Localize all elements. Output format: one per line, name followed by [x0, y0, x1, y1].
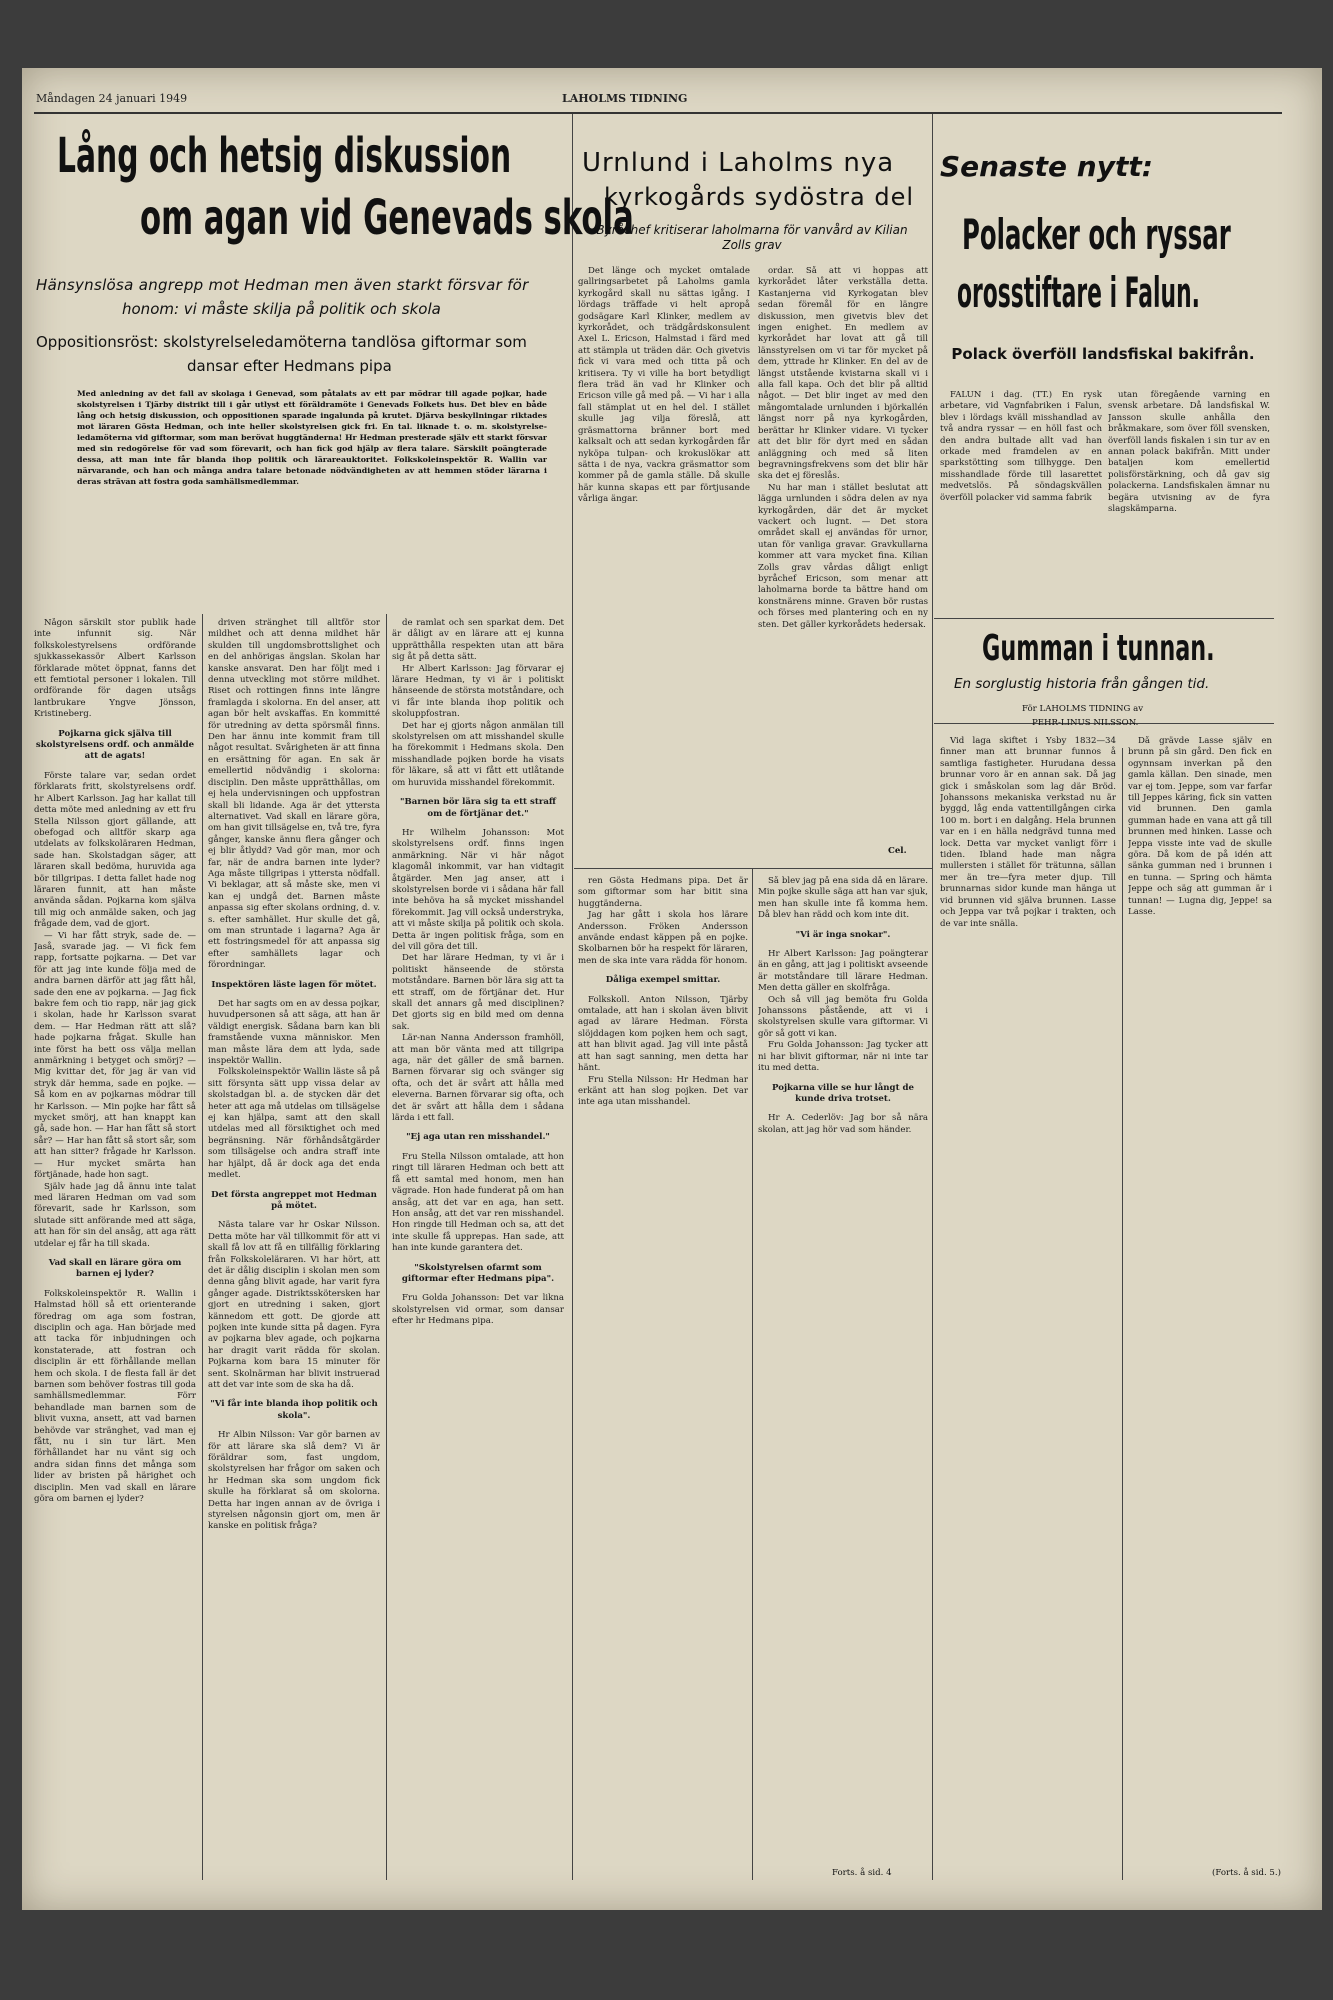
school-column-5 [578, 876, 748, 1886]
urnlund-signature: Cel. [888, 846, 907, 856]
subheading: "Barnen bör lära sig ta ett straff om de förtjänar det." [400, 797, 556, 819]
latest-news-label: Senaste nytt: [940, 150, 1153, 183]
column-rule [386, 614, 387, 1880]
section-rule [934, 618, 1274, 619]
school-lead-paragraph: Med anledning av det fall av skolaga i Genevad, som påtalats av ett par mödrar till agade pojkar, hade skolstyrelsen i Tjärby distrikt till i går utlyst ett föräldramöte i Genevads Folkets hus. Det blev en både lång och hetsig diskussion, och oppositionen sparade ingalunda på krutet. Djärva beskyllningar riktades mot läraren Gösta Hedman, och inte heller skolstyrelsen gick fri. En tal. liknade t. o. m. skolstyrelse-ledamöterna vid giftormar, som man berövat huggtänderna! Hr Hedman presterade själv ett starkt försvar med sin redogörelse för vad som förevarit, och han fick god hjälp av flera talare. Särskilt poängterade dessa, att man inte får blanda ihop politik och lärareauktoritet. Folkskoleinspektör R. Wallin var närvarande, och han och många andra talare betonade nödvändigheten av att hemmen stöder lärarna i deras strävan att fostra goda samhällsmedlemmar. [77, 389, 547, 486]
school-column-3 [392, 618, 564, 1888]
falun-column-left [940, 390, 1102, 610]
body-paragraph: Vid laga skiftet i Ysby 1832—34 finner man att brunnar funnos å samtliga fastigheter. Hurudana dessa brunnar voro är en annan sak. Då jag gick i småskolan som lag där Bröd. Johanssons mekaniska verkstad nu är byggd, låg enda vattentillgången cirka 100 m. bort i en dalgång. Hela brunnen var en i en hälla nedgrävd tunna med lock. Detta var mycket vanligt förr i tiden. Ibland hade man några mullersten i stället för trätunna, sällan mer än tre—fyra meter djup. Till brunnarnas sidor kunde man hänga ut vid brunnen vid själva brunnen. Lasse och Jeppa var två pojkar i trakten, och de var inte snälla. [940, 736, 1116, 929]
subheading: "Vi är inga snokar". [795, 929, 891, 940]
body-paragraph: Hr Albert Karlsson: Jag poängterar än en gång, att jag i politiskt avseende är motståndare till lärare Hedman. Men detta gäller en skolfråga. [758, 949, 928, 994]
body-paragraph: Själv hade jag då ännu inte talat med läraren Hedman om vad som förevarit, sade hr Karlsson, som slutade sitt anförande med att säga, att han för sin del ansåg, att aga rätt utdelar ej får ha till skada. [34, 1181, 196, 1249]
body-paragraph: Folkskoleinspektör R. Wallin i Halmstad höll så ett orienterande föredrag om aga som fostran, disciplin och aga. Han började med att tacka för inbjudningen och konstaterade, att fostran och disciplin är ett förhållande mellan hem och skola. I de flesta fall är det barnen som behöver fostras till goda samhällsmedlemmar. Förr behandlade man barnen som de blivit vuxna, ansett, att vad barnen behövde var stränghet, vad man ej fått, nu i sin tur lärt. Men förhållandet har nu vänt sig och andra sidan finns det många som lider av bristen på härighet och disciplin. Men vad skall en lärare göra om barnen ej lyder? [34, 1288, 196, 1505]
body-paragraph: ordar. Så att vi hoppas att kyrkorådet låter verkställa detta. Kastanjerna vid Kyrkogatan blev sedan föremål för en längre diskussion, men givetvis blev det ingen enighet. En medlem av kyrkorådet har lovat att gå till länsstyrelsen om vi tar för mycket på dem, yttrade hr Klinker. En del av de längst utstående kvistarna skall vi i alla fall kapa. Och det blir på alltid något. — Det blir inget av med den mångomtalade urnlunden i björkallén längst norr på nya kyrkogården, berättar hr Klinker vidare. Vi tycker att det blir för dyrt med en sådan anläggning och med så liten begravningsfrekvens som det blir här ska det ej föreslås. [758, 266, 928, 482]
body-paragraph: Folkskoll. Anton Nilsson, Tjärby omtalade, att han i skolan även blivit agad av lärare Hedman. Första slöjddagen kom pojken hem och sagt, att han blivit agad. Jag vill inte påstå att han sagt sanning, men detta har hänt. [578, 994, 748, 1074]
body-paragraph: Hr Albert Karlsson: Jag förvarar ej lärare Hedman, ty vi är i politiskt hänseende de största motståndare, och vi får inte blanda ihop politik och skoluppfostran. [392, 663, 564, 720]
gumman-column-left [940, 736, 1116, 1856]
column-rule [202, 614, 203, 1880]
newspaper-page [22, 68, 1322, 1910]
subheading: "Vi får inte blanda ihop politik och skola". [210, 1399, 378, 1421]
body-paragraph: Nästa talare var hr Oskar Nilsson. Detta möte har väl tillkommit för att vi skall få lov att få en tillfällig förklaring från Folkskoleläraren. Vi har hört, att det är dålig disciplin i skolan men som denna gång blivit agade, har varit fyra gånger agade. Distriktsskötersken har gjort en utredning i saken, gjort kännedom ett gott. De gjorde att pojken inte kunde sitta på dagen. Fyra av pojkarna blev agade, och pojkarna har dragit varit rädda för skolan. Pojkarna kom bara 15 minuter för sent. Skolnärman har blivit instruerad att det var inte som de ska ha då. [208, 1220, 380, 1390]
body-paragraph: Så blev jag på ena sida då en lärare. Min pojke skulle säga att han var sjuk, men han skulle inte få komma hem. Då blev han rädd och kom inte dit. [758, 876, 928, 921]
body-paragraph: Hr Albin Nilsson: Var gör barnen av för att lärare ska slå dem? Vi är föräldrar som, fast ungdom, skolstyrelsen har frågor om saken och hr Hedman ska som ungdom fick skulle ha förklarat så om skolorna. Detta har ingen annan av de övriga i styrelsen någonsin gjort om, men är kanske en politisk fråga? [208, 1430, 380, 1532]
body-paragraph: Fru Stella Nilsson omtalade, att hon ringt till läraren Hedman och bett att få ett samtal med honom, men han vägrade. Hon hade funderat på om han ansåg, att det var en aga, han sett. Hon ansåg, att det var ren misshandel. Hon ringde till Hedman och sa, att det inte skulle få upprepas. Han sade, att han inte kunde garantera det. [392, 1151, 564, 1254]
body-paragraph: Fru Stella Nilsson: Hr Hedman har erkänt att han slog pojken. Det var inte aga utan misshandel. [578, 1074, 748, 1108]
body-paragraph: Hr A. Cederlöv: Jag bor så nära skolan, att jag hör vad som händer. [758, 1113, 928, 1135]
column-rule [752, 868, 753, 1880]
column-rule [572, 114, 573, 1880]
body-paragraph: Det har sagts om en av dessa pojkar, huvudpersonen så att säga, att han är väldigt energisk. Sådana barn kan bli framstående vuxna människor. Men man måste lära dem att lyda, sade inspektör Wallin. [208, 999, 380, 1067]
headline-school-1: Lång och hetsig diskussion [57, 128, 512, 184]
headline-urnlund-2: kyrkogårds sydöstra del [604, 183, 915, 211]
headline-falun-2: orosstiftare i Falun. [957, 268, 1200, 317]
deck-falun: Polack överföll landsfiskal bakifrån. [951, 345, 1255, 363]
body-paragraph: Fru Golda Johansson: Det var likna skolstyrelsen vid ormar, som dansar efter hr Hedmans pipa. [392, 1293, 564, 1327]
body-paragraph: ren Gösta Hedmans pipa. Det är som giftormar som har bitit sina huggtänderna. [578, 876, 748, 909]
body-paragraph: Hr Wilhelm Johansson: Mot skolstyrelsens ordf. finns ingen anmärkning. När vi här något klagomål inkommit, var han vidtagit åtgärder. Men jag anser, att i skolstyrelsen borde vi i sådana här fall inte behöva ha så mycket misshandel förekommit. Jag vill också understryka, att vi måste skilja på politik och skola. Detta är ingen politisk fråga, som en del vill göra det till. [392, 827, 564, 952]
column-rule [1122, 748, 1123, 1880]
deck-school-2b: dansar efter Hedmans pipa [187, 357, 392, 375]
subheading: "Ej aga utan ren misshandel." [406, 1132, 550, 1143]
school-column-1 [34, 618, 196, 1888]
deck-school-1b: honom: vi måste skilja på politik och skola [122, 300, 441, 318]
body-paragraph: — Vi har fått stryk, sade de. — Jaså, svarade jag. — Vi fick fem rapp, fortsatte pojkarna. — Det var för att jag inte kunde följa med de andra barnen därför att jag fått hål, sade den ene av pojkarna. — Jag fick bakre fem och tio rapp, när jag gick i skolan, hade hr Karlsson svarat dem. — Har Hedman rätt att slå? hade pojkarna frågat. Skulle han inte först ha bett oss välja mellan anmärkning i betyget och smörj? — Mig kvittar det, för jag är van vid stryk där hemma, sade en pojke. — Så kom en av pojkarnas mödrar till hr Karlsson. — Min pojke har fått så mycket smörj, att han knappt kan gå, sade hon. — Har han fått så stort sår? — Har han fått så stort sår, som att han sitter? frågade hr Karlsson. — Hur mycket smärta han förtjänade, hade hon sagt. [34, 930, 196, 1181]
headline-falun-1: Polacker och ryssar [962, 210, 1231, 259]
body-paragraph: Jag har gått i skola hos lärare Andersson. Fröken Andersson använde endast käppen på en pojke. Skolbarnen bör ha respekt för läraren, men de ska inte vara rädda för honom. [578, 910, 748, 966]
subheading: Pojkarna gick själva till skolstyrelsens ordf. och anmälde att de agats! [35, 728, 195, 762]
body-paragraph: Fru Golda Johansson: Jag tycker att ni har blivit giftormar, när ni inte tar itu med detta. [758, 1040, 928, 1074]
body-paragraph: Folkskoleinspektör Wallin läste så på sitt försynta sätt upp vissa delar av skolstadgan bl. a. de stycken där det heter att aga må utdelas om tillsägelse ej kan hjälpa, samt att den skall utdelas med all försiktighet och med begränsning. När förhåndsåtgärder som tillsägelse och andra straff inte har hjälpt, då är dock aga det enda medlet. [208, 1067, 380, 1181]
top-rule [34, 112, 1282, 114]
falun-column-right [1108, 390, 1270, 610]
body-paragraph: FALUN i dag. (TT.) En rysk arbetare, vid Vagnfabriken i Falun, blev i lördags kväll misshandlad av två andra ryssar — en höll fast och den andra bultade allt vad han orkade med framdelen av en sparkstötting som tillhygge. Den misshandlade förde till lasarettet medvetslös. På söndagskvällen överföll polacker vid samma fabrik [940, 390, 1102, 503]
byline-1: För LAHOLMS TIDNING av [1022, 704, 1144, 714]
body-paragraph: Förste talare var, sedan ordet förklarats fritt, skolstyrelsens ordf. hr Albert Karlsson. Jag har kallat till detta möte med anledning av ett fru Stella Nilsson gjort gällande, att obefogad och alltför skarp aga utdelats av folkskoläraren Hedman, sade han. Skolstadgan säger, att läraren skall bedöma, huruvida aga bör tillgripas. I detta fallet hade nog läraren funnit, att han måste använda sådan. Pojkarna kom själva till mig och anmälde saken, och jag frågade dem, vad de gjort. [34, 770, 196, 930]
body-paragraph: Lär-nan Nanna Andersson framhöll, att man bör vänta med att tillgripa aga, när det gäller de små barnen. Barnen förvarar sig och svänger sig ofta, och det är svårt att hålla med eleverna. Barnen förvarar sig ofta, och det är svårt att hålla dem i sådana lärda i ett fall. [392, 1033, 564, 1124]
subheading: Inspektören läste lagen för mötet. [211, 979, 377, 990]
school-column-6 [758, 876, 928, 1866]
body-paragraph: utan föregående varning en svensk arbetare. Då landsfiskal W. Jansson skulle anhålla den bråkmakare, som över föll svensken, överföll lands fiskalen i sin tur av en annan polack bakifrån. Mitt under bataljen kom emellertid polisförstärkning, och då gav sig polackerna. Landsfiskalen ämnar nu begära utvisning av de fyra slagskämparna. [1108, 390, 1270, 515]
gumman-column-right [1128, 736, 1272, 1856]
subheading: "Skolstyrelsen ofarmt som giftormar efter Hedmans pipa". [401, 1262, 555, 1284]
body-paragraph: Det har ej gjorts någon anmälan till skolstyrelsen om att misshandel skulle ha förekommit i Hedmans skola. Den misshandlade pojken borde ha visats för läkare, så att vi fått ett utlåtande om huruvida misshandel förekommit. [392, 720, 564, 788]
body-paragraph: Det har lärare Hedman, ty vi är i politiskt hänseende de största motståndare. Barnen bör lära sig att ta ett straff, om de förtjänar det. Hur skall det annars gå med disciplinen? Det gjorts sig en bild med om denna sak. [392, 953, 564, 1032]
subheading: Det första angreppet mot Hedman på mötet. [211, 1189, 377, 1211]
headline-school-2: om agan vid Genevads skola [140, 190, 634, 246]
page-date: Måndagen 24 januari 1949 [36, 92, 188, 105]
school-column-2 [208, 618, 380, 1888]
body-paragraph: driven stränghet till alltför stor mildhet och att denna mildhet här skulden till ungdomsbrottslighet och en del anhörigas ängslan. Skolan har kanske ansvarat. Den har följt med i denna utveckling mot större mildhet. Riset och rottingen finns inte längre framlagda i skolorna. En del anser, att agan bör helt avskaffas. En kommitté för utredning av detta spörsmål finns. Den har ännu inte kommit fram till något resultat. Svårigheten är att finna en ersättning för agan. En sak är emellertid nödvändig i skolorna: disciplin. Den måste upprätthållas, om ej hela undervisningen och uppfostran skall bli lidande. Aga är det yttersta alternativet. Vad skall en lärare göra, om han givit tillsägelse en, två tre, fyra gånger, kanske ännu flera gånger och ej blir åtlydd? Vad gör man, mor och far, när de andra barnen inte lyder? Aga måste tillgripas i yttersta nödfall. Vi beklagar, att så måste ske, men vi kan ej undgå det. Barnen måste anpassa sig efter skolans ordning, d. v. s. efter samhället. Hur skulle det gå, om man struntade i lagarna? Aga är ett fostringsmedel för att anpassa sig efter samhällets lagar och förordningar. [208, 618, 380, 971]
headline-urnlund-1: Urnlund i Laholms nya [582, 148, 895, 178]
deck-school-1a: Hänsynslösa angrepp mot Hedman men även starkt försvar för [36, 276, 529, 294]
gumman-continued: (Forts. å sid. 5.) [1212, 1868, 1281, 1878]
urnlund-column-b [758, 266, 928, 826]
body-paragraph: de ramlat och sen sparkat dem. Det är dåligt av en lärare att ej kunna upprätthålla respekten utan att bära sig åt på detta sätt. [392, 618, 564, 663]
subheading: Pojkarna ville se hur långt de kunde driva trotset. [771, 1082, 915, 1104]
subheading: Dåliga exempel smittar. [605, 975, 721, 986]
body-paragraph: Det länge och mycket omtalade gallringsarbetet på Laholms gamla kyrkogård skall nu sättas igång. I lördags träffade vi helt apropå godsägare Karl Klinker, medlem av kyrkorådet, och trädgårdskonsulent Axel L. Ericson, Halmstad i färd med att stämpla ut träden där. Och givetvis fick vi vara med och titta på och kritisera. Ty vi ville ha bort betydligt flera träd än vad hr Klinker och Ericson ville gå med på. — Vi har i alla fall stämplat ut en hel del. I stället skulle jag vilja föreslå, att gräsmattorna bränner bort med kalksalt och att sedan kyrkogården får nyköpa tulpan- och krokuslökar att sätta i de nya, vackra gräsmattor som kommer på de gamla ställe. Då skulle här kunna skapas ett par förtjusande vårliga ängar. [578, 266, 750, 505]
urnlund-column-a [578, 266, 750, 866]
body-paragraph: Någon särskilt stor publik hade inte infunnit sig. När folkskolestyrelsens ordförande sjukkassekassör Albert Karlsson förklarade mötet öppnat, fanns det ett femtiotal personer i lokalen. Till ordförande för dagen utsågs lantbrukare Yngve Jönsson, Kristineberg. [34, 618, 196, 720]
deck-urnlund: Byråchef kritiserar laholmarna för vanvård av Kilian Zolls grav [596, 223, 908, 252]
section-rule [574, 868, 932, 869]
continued-notice: Forts. å sid. 4 [832, 1868, 892, 1878]
deck-gumman: En sorglustig historia från gången tid. [954, 676, 1210, 692]
paper-name: LAHOLMS TIDNING [562, 92, 688, 105]
deck-school-2a: Oppositionsröst: skolstyrelseledamöterna tandlösa giftormar som [36, 333, 527, 351]
byline-2: PEHR-LINUS NILSSON. [1032, 718, 1139, 728]
body-paragraph: Då grävde Lasse själv en brunn på sin gård. Den fick en ogynnsam inverkan på den gamla källan. Den sinade, men var ej tom. Jeppe, som var farfar till Jeppes käring, fick sin vatten vid brunnen. Den gamla gumman hade en vana att gå till brunnen med hinken. Lasse och Jeppa visste inte vad de skulle göra. Då kom de på idén att sänka gumman ned i brunnen i en tunna. — Spring och hämta Jeppe och säg att gumman är i tunnan! — Lugna dig, Jeppe! sa Lasse. [1128, 736, 1272, 918]
subheading: Vad skall en lärare göra om barnen ej lyder? [48, 1257, 182, 1280]
column-rule [932, 114, 933, 1880]
body-paragraph: Och så vill jag bemöta fru Golda Johanssons påstående, att vi i skolstyrelsen skulle vara giftormar. Vi gör så gott vi kan. [758, 994, 928, 1039]
body-paragraph: Nu har man i stället beslutat att lägga urnlunden i södra delen av nya kyrkogården, där det är mycket vackert och lugnt. — Det stora området skall ej användas för urnor, utan för vanliga gravar. Gravkullarna kommer att vara mycket fina. Kilian Zolls grav vårdas dåligt enligt byråchef Ericson, som menar att laholmarna borde ta bättre hand om konstnärens minne. Graven bör rustas och förses med plantering och en ny sten. Det gäller kyrkorådets hedersak. [758, 482, 928, 630]
headline-gumman: Gumman i tunnan. [982, 628, 1215, 669]
